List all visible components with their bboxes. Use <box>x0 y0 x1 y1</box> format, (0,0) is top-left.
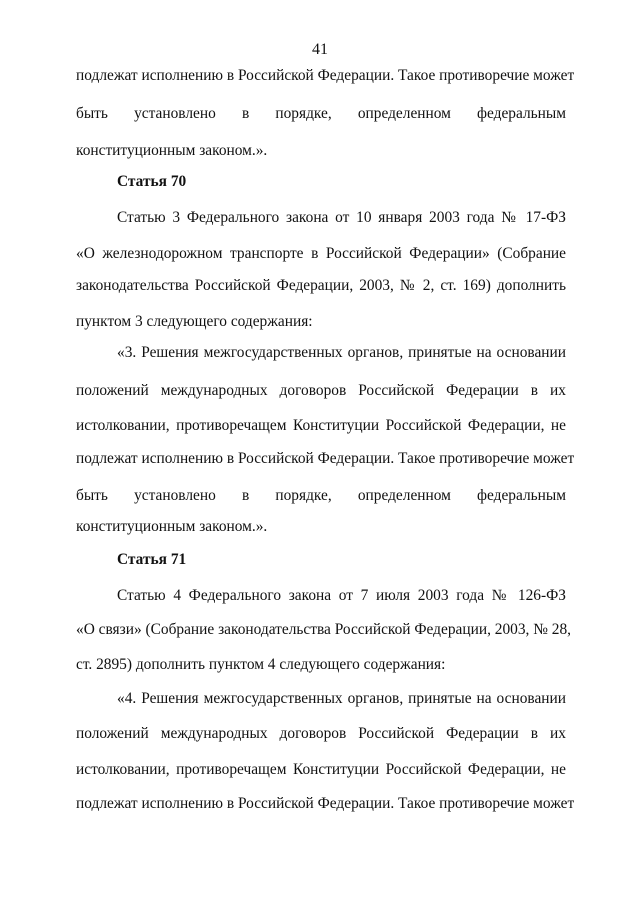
text-line: быть установлено в порядке, определенном федеральным <box>76 105 566 122</box>
text-line: ст. 2895) дополнить пунктом 4 следующего содержания: <box>76 656 446 673</box>
text-line: «О связи» (Собрание законодательства Российской Федерации, 2003, № 28, <box>76 621 572 638</box>
text-line: «О железнодорожном транспорте в Российской Федерации» (Собрание <box>76 245 566 262</box>
quote-line: «4. Решения межгосударственных органов, принятые на основании <box>117 690 566 707</box>
text-line: законодательства Российской Федерации, 2003, № 2, ст. 169) дополнить <box>76 277 566 294</box>
article-heading: Статья 70 <box>117 173 187 190</box>
text-line: пунктом 3 следующего содержания: <box>76 313 313 330</box>
quote-line: положений международных договоров Российской Федерации в их <box>76 725 566 742</box>
quote-line: истолковании, противоречащем Конституции Российской Федерации, не <box>76 761 566 778</box>
quote-line: быть установлено в порядке, определенном федеральным <box>76 487 566 504</box>
text-line: подлежат исполнению в Российской Федерации. Такое противоречие может <box>76 67 575 84</box>
quote-line: положений международных договоров Российской Федерации в их <box>76 382 566 399</box>
quote-line: «3. Решения межгосударственных органов, принятые на основании <box>117 344 566 361</box>
quote-line: истолковании, противоречащем Конституции Российской Федерации, не <box>76 417 566 434</box>
page-number: 41 <box>312 41 328 58</box>
text-line: Статью 3 Федерального закона от 10 января 2003 года № 17-ФЗ <box>117 209 566 226</box>
article-heading: Статья 71 <box>117 551 187 568</box>
text-line: Статью 4 Федерального закона от 7 июля 2003 года № 126-ФЗ <box>117 587 566 604</box>
quote-line: конституционным законом.». <box>76 518 268 535</box>
text-line: конституционным законом.». <box>76 142 268 159</box>
quote-line: подлежат исполнению в Российской Федерации. Такое противоречие может <box>76 795 575 812</box>
quote-line: подлежат исполнению в Российской Федерации. Такое противоречие может <box>76 450 575 467</box>
